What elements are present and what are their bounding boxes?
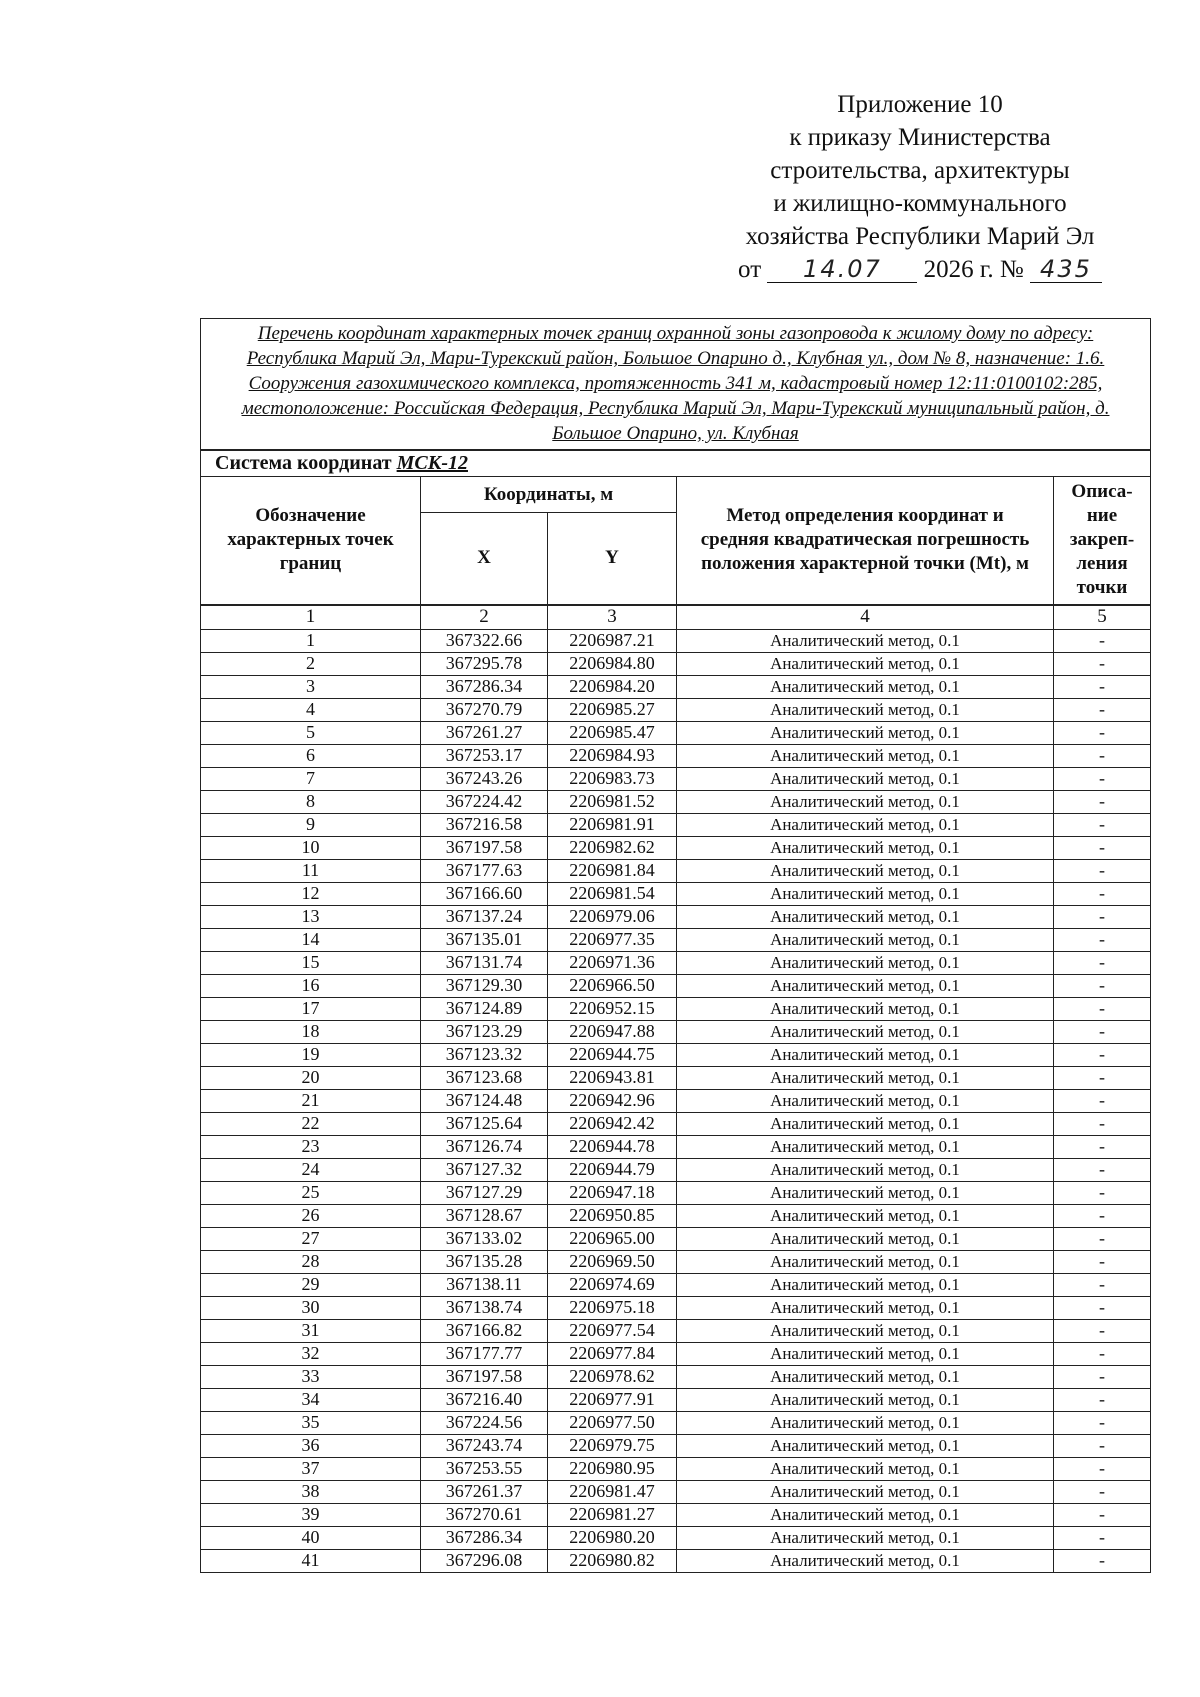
method-cell: Аналитический метод, 0.1 — [677, 790, 1054, 813]
point-id-cell: 21 — [201, 1089, 421, 1112]
table-row — [201, 1342, 1151, 1365]
point-id-cell: 12 — [201, 882, 421, 905]
table-row — [201, 1181, 1151, 1204]
handwritten-date: 14.07 — [767, 256, 917, 283]
y-value-cell: 2206975.18 — [548, 1296, 677, 1319]
table-row — [201, 813, 1151, 836]
method-cell: Аналитический метод, 0.1 — [677, 928, 1054, 951]
y-value-cell: 2206971.36 — [548, 951, 677, 974]
point-id-cell: 37 — [201, 1457, 421, 1480]
table-row — [201, 928, 1151, 951]
point-id-cell: 5 — [201, 721, 421, 744]
x-value-cell: 367253.17 — [421, 744, 548, 767]
x-value-cell: 367243.74 — [421, 1434, 548, 1457]
method-cell: Аналитический метод, 0.1 — [677, 836, 1054, 859]
point-id-cell: 13 — [201, 905, 421, 928]
y-value-cell: 2206987.21 — [548, 629, 677, 652]
y-value-cell: 2206966.50 — [548, 974, 677, 997]
header-line: к приказу Министерства — [789, 124, 1051, 151]
method-cell: Аналитический метод, 0.1 — [677, 767, 1054, 790]
table-row — [201, 1066, 1151, 1089]
x-value-cell: 367123.32 — [421, 1043, 548, 1066]
table-row — [201, 905, 1151, 928]
method-cell: Аналитический метод, 0.1 — [677, 1480, 1054, 1503]
point-id-cell: 17 — [201, 997, 421, 1020]
point-id-cell: 28 — [201, 1250, 421, 1273]
description-cell: - — [1054, 744, 1151, 767]
x-value-cell: 367135.28 — [421, 1250, 548, 1273]
coordinates-table — [200, 318, 1151, 1573]
y-value-cell: 2206985.47 — [548, 721, 677, 744]
table-row — [201, 1250, 1151, 1273]
description-cell: - — [1054, 1089, 1151, 1112]
method-cell: Аналитический метод, 0.1 — [677, 1319, 1054, 1342]
method-cell: Аналитический метод, 0.1 — [677, 882, 1054, 905]
method-cell: Аналитический метод, 0.1 — [677, 1296, 1054, 1319]
header-line: и жилищно-коммунального — [773, 190, 1067, 217]
description-cell: - — [1054, 1388, 1151, 1411]
description-cell: - — [1054, 1112, 1151, 1135]
point-id-cell: 36 — [201, 1434, 421, 1457]
x-value-cell: 367261.37 — [421, 1480, 548, 1503]
point-id-cell: 19 — [201, 1043, 421, 1066]
year-text: 2026 г. № — [923, 256, 1024, 283]
x-header: X — [421, 513, 548, 605]
method-cell: Аналитический метод, 0.1 — [677, 951, 1054, 974]
column-number: 1 — [201, 605, 421, 630]
x-value-cell: 367177.77 — [421, 1342, 548, 1365]
coords-header: Координаты, м — [421, 477, 677, 513]
method-cell: Аналитический метод, 0.1 — [677, 1526, 1054, 1549]
column-number: 2 — [421, 605, 548, 630]
description-cell: - — [1054, 652, 1151, 675]
description-cell: - — [1054, 1549, 1151, 1572]
column-number: 3 — [548, 605, 677, 630]
method-cell: Аналитический метод, 0.1 — [677, 905, 1054, 928]
point-id-cell: 40 — [201, 1526, 421, 1549]
description-cell: - — [1054, 1319, 1151, 1342]
point-id-cell: 3 — [201, 675, 421, 698]
method-cell: Аналитический метод, 0.1 — [677, 1066, 1054, 1089]
description-cell: - — [1054, 1365, 1151, 1388]
y-value-cell: 2206984.20 — [548, 675, 677, 698]
x-value-cell: 367138.74 — [421, 1296, 548, 1319]
x-value-cell: 367129.30 — [421, 974, 548, 997]
y-value-cell: 2206977.35 — [548, 928, 677, 951]
method-cell: Аналитический метод, 0.1 — [677, 1411, 1054, 1434]
table-row — [201, 1549, 1151, 1572]
point-id-cell: 11 — [201, 859, 421, 882]
y-value-cell: 2206947.88 — [548, 1020, 677, 1043]
point-id-cell: 25 — [201, 1181, 421, 1204]
description-cell: - — [1054, 1020, 1151, 1043]
description-cell: - — [1054, 1434, 1151, 1457]
x-value-cell: 367177.63 — [421, 859, 548, 882]
method-cell: Аналитический метод, 0.1 — [677, 1250, 1054, 1273]
appendix-title: Приложение 10 — [837, 91, 1003, 118]
description-cell: - — [1054, 836, 1151, 859]
y-value-cell: 2206981.47 — [548, 1480, 677, 1503]
y-value-cell: 2206942.42 — [548, 1112, 677, 1135]
order-date-line — [680, 253, 1160, 286]
method-cell: Аналитический метод, 0.1 — [677, 1273, 1054, 1296]
x-value-cell: 367322.66 — [421, 629, 548, 652]
method-cell: Аналитический метод, 0.1 — [677, 859, 1054, 882]
y-value-cell: 2206981.54 — [548, 882, 677, 905]
description-cell: - — [1054, 859, 1151, 882]
method-cell: Аналитический метод, 0.1 — [677, 1135, 1054, 1158]
x-value-cell: 367270.79 — [421, 698, 548, 721]
point-id-cell: 33 — [201, 1365, 421, 1388]
y-value-cell: 2206979.06 — [548, 905, 677, 928]
y-value-cell: 2206947.18 — [548, 1181, 677, 1204]
point-id-cell: 18 — [201, 1020, 421, 1043]
y-value-cell: 2206974.69 — [548, 1273, 677, 1296]
y-value-cell: 2206942.96 — [548, 1089, 677, 1112]
description-cell: - — [1054, 1273, 1151, 1296]
table-row — [201, 1411, 1151, 1434]
table-row — [201, 836, 1151, 859]
method-cell: Аналитический метод, 0.1 — [677, 1227, 1054, 1250]
description-cell: - — [1054, 1296, 1151, 1319]
table-row — [201, 1273, 1151, 1296]
table-row — [201, 1089, 1151, 1112]
coordinate-system-row — [201, 450, 1151, 477]
description-cell: - — [1054, 1158, 1151, 1181]
table-row — [201, 1020, 1151, 1043]
method-cell: Аналитический метод, 0.1 — [677, 813, 1054, 836]
method-cell: Аналитический метод, 0.1 — [677, 1503, 1054, 1526]
y-value-cell: 2206985.27 — [548, 698, 677, 721]
x-value-cell: 367166.60 — [421, 882, 548, 905]
point-id-cell: 32 — [201, 1342, 421, 1365]
table-row — [201, 1526, 1151, 1549]
x-value-cell: 367166.82 — [421, 1319, 548, 1342]
x-value-cell: 367224.56 — [421, 1411, 548, 1434]
x-value-cell: 367137.24 — [421, 905, 548, 928]
method-cell: Аналитический метод, 0.1 — [677, 1112, 1054, 1135]
table-row — [201, 744, 1151, 767]
handwritten-order-number: 435 — [1030, 256, 1102, 283]
y-value-cell: 2206980.95 — [548, 1457, 677, 1480]
point-id-cell: 23 — [201, 1135, 421, 1158]
table-row — [201, 652, 1151, 675]
x-value-cell: 367243.26 — [421, 767, 548, 790]
y-value-cell: 2206981.27 — [548, 1503, 677, 1526]
point-id-cell: 41 — [201, 1549, 421, 1572]
point-id-cell: 24 — [201, 1158, 421, 1181]
point-id-cell: 8 — [201, 790, 421, 813]
table-row — [201, 1204, 1151, 1227]
y-value-cell: 2206981.52 — [548, 790, 677, 813]
table-row — [201, 1112, 1151, 1135]
point-id-cell: 34 — [201, 1388, 421, 1411]
table-row — [201, 1135, 1151, 1158]
table-row — [201, 1296, 1151, 1319]
description-cell: - — [1054, 1250, 1151, 1273]
description-cell: - — [1054, 1181, 1151, 1204]
y-value-cell: 2206969.50 — [548, 1250, 677, 1273]
table-row — [201, 859, 1151, 882]
point-id-cell: 10 — [201, 836, 421, 859]
y-value-cell: 2206944.75 — [548, 1043, 677, 1066]
x-value-cell: 367125.64 — [421, 1112, 548, 1135]
x-value-cell: 367133.02 — [421, 1227, 548, 1250]
column-numbers-row — [201, 605, 1151, 630]
x-value-cell: 367128.67 — [421, 1204, 548, 1227]
point-id-cell: 2 — [201, 652, 421, 675]
table-row — [201, 1503, 1151, 1526]
table-row — [201, 951, 1151, 974]
point-id-cell: 4 — [201, 698, 421, 721]
method-cell: Аналитический метод, 0.1 — [677, 1204, 1054, 1227]
description-cell: - — [1054, 905, 1151, 928]
point-header: Обозначение характерных точек границ — [201, 477, 421, 605]
y-value-cell: 2206977.50 — [548, 1411, 677, 1434]
column-number: 5 — [1054, 605, 1151, 630]
description-cell: - — [1054, 882, 1151, 905]
coordinate-system-value: МСК-12 — [396, 452, 468, 474]
description-cell: - — [1054, 997, 1151, 1020]
x-value-cell: 367216.40 — [421, 1388, 548, 1411]
x-value-cell: 367124.48 — [421, 1089, 548, 1112]
description-cell: - — [1054, 698, 1151, 721]
y-value-cell: 2206981.91 — [548, 813, 677, 836]
table-row — [201, 1434, 1151, 1457]
method-cell: Аналитический метод, 0.1 — [677, 1158, 1054, 1181]
x-value-cell: 367286.34 — [421, 675, 548, 698]
method-cell: Аналитический метод, 0.1 — [677, 1342, 1054, 1365]
method-cell: Аналитический метод, 0.1 — [677, 974, 1054, 997]
point-id-cell: 35 — [201, 1411, 421, 1434]
x-value-cell: 367286.34 — [421, 1526, 548, 1549]
description-cell: - — [1054, 974, 1151, 997]
point-id-cell: 6 — [201, 744, 421, 767]
description-cell: - — [1054, 1043, 1151, 1066]
y-value-cell: 2206952.15 — [548, 997, 677, 1020]
point-id-cell: 31 — [201, 1319, 421, 1342]
y-value-cell: 2206950.85 — [548, 1204, 677, 1227]
table-row — [201, 1480, 1151, 1503]
point-id-cell: 22 — [201, 1112, 421, 1135]
y-value-cell: 2206982.62 — [548, 836, 677, 859]
y-value-cell: 2206977.91 — [548, 1388, 677, 1411]
table-row — [201, 997, 1151, 1020]
table-row — [201, 698, 1151, 721]
point-id-cell: 9 — [201, 813, 421, 836]
y-value-cell: 2206977.54 — [548, 1319, 677, 1342]
description-cell: - — [1054, 928, 1151, 951]
method-cell: Аналитический метод, 0.1 — [677, 675, 1054, 698]
point-id-cell: 14 — [201, 928, 421, 951]
description-cell: - — [1054, 629, 1151, 652]
header-line: хозяйства Республики Марий Эл — [745, 223, 1095, 250]
method-cell: Аналитический метод, 0.1 — [677, 721, 1054, 744]
x-value-cell: 367224.42 — [421, 790, 548, 813]
description-cell: - — [1054, 1526, 1151, 1549]
x-value-cell: 367127.29 — [421, 1181, 548, 1204]
x-value-cell: 367197.58 — [421, 836, 548, 859]
column-number: 4 — [677, 605, 1054, 630]
table-row — [201, 1043, 1151, 1066]
y-value-cell: 2206977.84 — [548, 1342, 677, 1365]
description-header: Описа-ние закреп-ления точки — [1054, 477, 1151, 605]
x-value-cell: 367123.29 — [421, 1020, 548, 1043]
method-cell: Аналитический метод, 0.1 — [677, 1043, 1054, 1066]
x-value-cell: 367131.74 — [421, 951, 548, 974]
method-cell: Аналитический метод, 0.1 — [677, 744, 1054, 767]
description-cell: - — [1054, 813, 1151, 836]
description-cell: - — [1054, 1066, 1151, 1089]
point-id-cell: 15 — [201, 951, 421, 974]
description-cell: - — [1054, 1227, 1151, 1250]
description-cell: - — [1054, 1135, 1151, 1158]
point-id-cell: 29 — [201, 1273, 421, 1296]
point-id-cell: 26 — [201, 1204, 421, 1227]
x-value-cell: 367216.58 — [421, 813, 548, 836]
coordinate-system-label: Система координат — [215, 452, 392, 474]
y-value-cell: 2206980.20 — [548, 1526, 677, 1549]
table-row — [201, 790, 1151, 813]
table-row — [201, 1457, 1151, 1480]
table-row — [201, 629, 1151, 652]
y-value-cell: 2206944.78 — [548, 1135, 677, 1158]
method-cell: Аналитический метод, 0.1 — [677, 629, 1054, 652]
point-id-cell: 39 — [201, 1503, 421, 1526]
table-row — [201, 1158, 1151, 1181]
method-cell: Аналитический метод, 0.1 — [677, 698, 1054, 721]
table-row — [201, 1227, 1151, 1250]
x-value-cell: 367126.74 — [421, 1135, 548, 1158]
method-cell: Аналитический метод, 0.1 — [677, 1549, 1054, 1572]
description-cell: - — [1054, 1411, 1151, 1434]
y-value-cell: 2206943.81 — [548, 1066, 677, 1089]
table-row — [201, 767, 1151, 790]
point-id-cell: 38 — [201, 1480, 421, 1503]
method-header: Метод определения координат и средняя квадратическая погрешность положения характерной точки (Mt), м — [677, 477, 1054, 605]
method-cell: Аналитический метод, 0.1 — [677, 997, 1054, 1020]
y-value-cell: 2206981.84 — [548, 859, 677, 882]
x-value-cell: 367253.55 — [421, 1457, 548, 1480]
description-cell: - — [1054, 1204, 1151, 1227]
description-cell: - — [1054, 767, 1151, 790]
x-value-cell: 367138.11 — [421, 1273, 548, 1296]
date-prefix: от — [738, 256, 762, 283]
y-value-cell: 2206979.75 — [548, 1434, 677, 1457]
y-value-cell: 2206984.93 — [548, 744, 677, 767]
y-value-cell: 2206984.80 — [548, 652, 677, 675]
description-cell: - — [1054, 1342, 1151, 1365]
description-cell: - — [1054, 951, 1151, 974]
x-value-cell: 367270.61 — [421, 1503, 548, 1526]
method-cell: Аналитический метод, 0.1 — [677, 1434, 1054, 1457]
y-value-cell: 2206983.73 — [548, 767, 677, 790]
x-value-cell: 367197.58 — [421, 1365, 548, 1388]
point-id-cell: 7 — [201, 767, 421, 790]
document-header — [680, 88, 1160, 286]
y-value-cell: 2206980.82 — [548, 1549, 677, 1572]
method-cell: Аналитический метод, 0.1 — [677, 1181, 1054, 1204]
y-value-cell: 2206944.79 — [548, 1158, 677, 1181]
method-cell: Аналитический метод, 0.1 — [677, 1457, 1054, 1480]
method-cell: Аналитический метод, 0.1 — [677, 652, 1054, 675]
x-value-cell: 367127.32 — [421, 1158, 548, 1181]
point-id-cell: 20 — [201, 1066, 421, 1089]
table-row — [201, 1388, 1151, 1411]
description-cell: - — [1054, 1480, 1151, 1503]
point-id-cell: 1 — [201, 629, 421, 652]
point-id-cell: 16 — [201, 974, 421, 997]
x-value-cell: 367123.68 — [421, 1066, 548, 1089]
table-row — [201, 675, 1151, 698]
description-cell: - — [1054, 790, 1151, 813]
y-header: Y — [548, 513, 677, 605]
method-cell: Аналитический метод, 0.1 — [677, 1020, 1054, 1043]
table-row — [201, 1319, 1151, 1342]
description-cell: - — [1054, 1503, 1151, 1526]
x-value-cell: 367124.89 — [421, 997, 548, 1020]
table-row — [201, 974, 1151, 997]
method-cell: Аналитический метод, 0.1 — [677, 1365, 1054, 1388]
description-cell: - — [1054, 1457, 1151, 1480]
header-line: строительства, архитектуры — [770, 157, 1070, 184]
method-cell: Аналитический метод, 0.1 — [677, 1089, 1054, 1112]
table-row — [201, 882, 1151, 905]
x-value-cell: 367296.08 — [421, 1549, 548, 1572]
point-id-cell: 30 — [201, 1296, 421, 1319]
description-cell: - — [1054, 675, 1151, 698]
x-value-cell: 367135.01 — [421, 928, 548, 951]
description-cell: - — [1054, 721, 1151, 744]
x-value-cell: 367261.27 — [421, 721, 548, 744]
y-value-cell: 2206978.62 — [548, 1365, 677, 1388]
table-row — [201, 1365, 1151, 1388]
table-row — [201, 721, 1151, 744]
x-value-cell: 367295.78 — [421, 652, 548, 675]
y-value-cell: 2206965.00 — [548, 1227, 677, 1250]
point-id-cell: 27 — [201, 1227, 421, 1250]
method-cell: Аналитический метод, 0.1 — [677, 1388, 1054, 1411]
table-title: Перечень координат характерных точек границ охранной зоны газопровода к жилому дому по адресу: Республика Марий Эл, Мари-Турекский район, Большое Опарино д., Клубная ул., дом № 8, назначение: 1.6. Сооружения газохимического комплекса, протяженность 341 м, кадастровый номер 12:11:0100102:285, местоположение: Российская Федерация, Республика Марий Эл, Мари-Турекский муниципальный район, д. Большое Опарино, ул. Клубная — [201, 319, 1151, 451]
